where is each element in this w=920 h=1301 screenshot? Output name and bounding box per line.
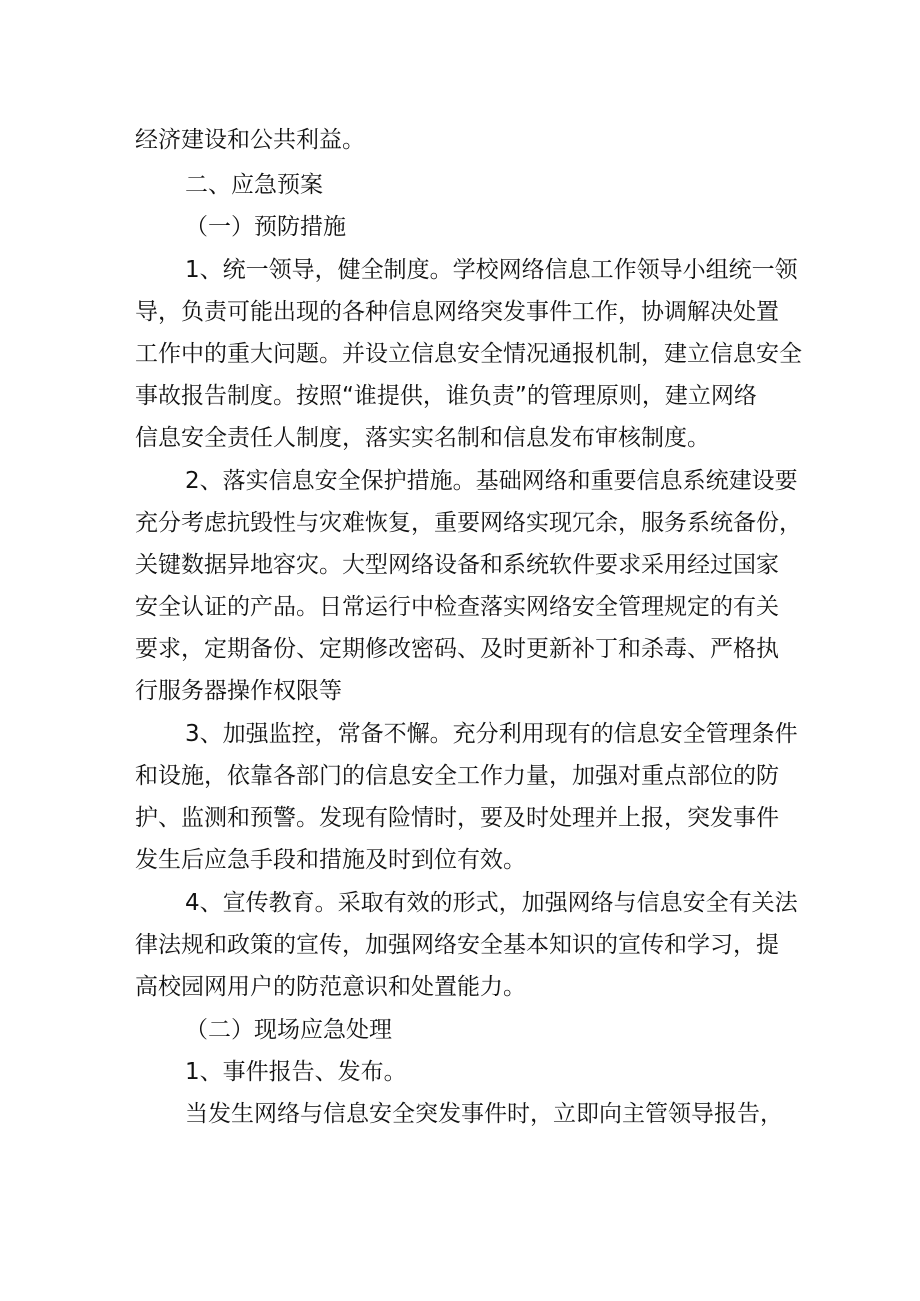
- item-3-line-2: 和设施，依靠各部门的信息安全工作力量，加强对重点部位的防: [135, 763, 779, 789]
- item-2-line-6: 行服务器操作权限等: [135, 678, 342, 704]
- item-2-line-3: 关键数据异地容灾。大型网络设备和系统软件要求采用经过国家: [135, 552, 779, 578]
- section-heading-emergency-plan: 二、应急预案: [185, 172, 323, 198]
- item-4-line-2: 律法规和政策的宣传，加强网络安全基本知识的宣传和学习，提: [135, 932, 779, 958]
- item-1-line-2: 导，负责可能出现的各种信息网络突发事件工作，协调解决处置: [135, 299, 779, 325]
- item-2-line-1: 2、落实信息安全保护措施。基础网络和重要信息系统建设要: [185, 468, 798, 494]
- item-2-line-5: 要求，定期备份、定期修改密码、及时更新补丁和杀毒、严格执: [135, 636, 779, 662]
- subsection-heading-onsite-response: （二）现场应急处理: [185, 1017, 392, 1043]
- item-4-line-3: 高校园网用户的防范意识和处置能力。: [135, 974, 526, 1000]
- item-1-line-1: 1、统一领导，健全制度。学校网络信息工作领导小组统一领: [185, 257, 798, 283]
- item-3-line-3: 护、监测和预警。发现有险情时，要及时处理并上报，突发事件: [135, 805, 779, 831]
- item-1-line-5: 信息安全责任人制度，落实实名制和信息发布审核制度。: [135, 425, 710, 451]
- item-4-line-1: 4、宣传教育。采取有效的形式，加强网络与信息安全有关法: [185, 890, 798, 916]
- item-1-line-4: 事故报告制度。按照“谁提供，谁负责”的管理原则，建立网络: [135, 383, 757, 409]
- item-3-line-4: 发生后应急手段和措施及时到位有效。: [135, 847, 526, 873]
- item-1-line-3: 工作中的重大问题。并设立信息安全情况通报机制，建立信息安全: [135, 341, 802, 367]
- item-5-line-1: 当发生网络与信息安全突发事件时，立即向主管领导报告，: [185, 1101, 783, 1127]
- subsection-heading-prevention: （一）预防措施: [185, 214, 346, 240]
- item-3-line-1: 3、加强监控，常备不懈。充分利用现有的信息安全管理条件: [185, 721, 798, 747]
- intro-tail-line: 经济建设和公共利益。: [135, 127, 365, 153]
- item-5-heading: 1、事件报告、发布。: [185, 1059, 407, 1085]
- item-2-line-2: 充分考虑抗毁性与灾难恢复，重要网络实现冗余，服务系统备份，: [135, 510, 802, 536]
- item-2-line-4: 安全认证的产品。日常运行中检查落实网络安全管理规定的有关: [135, 594, 779, 620]
